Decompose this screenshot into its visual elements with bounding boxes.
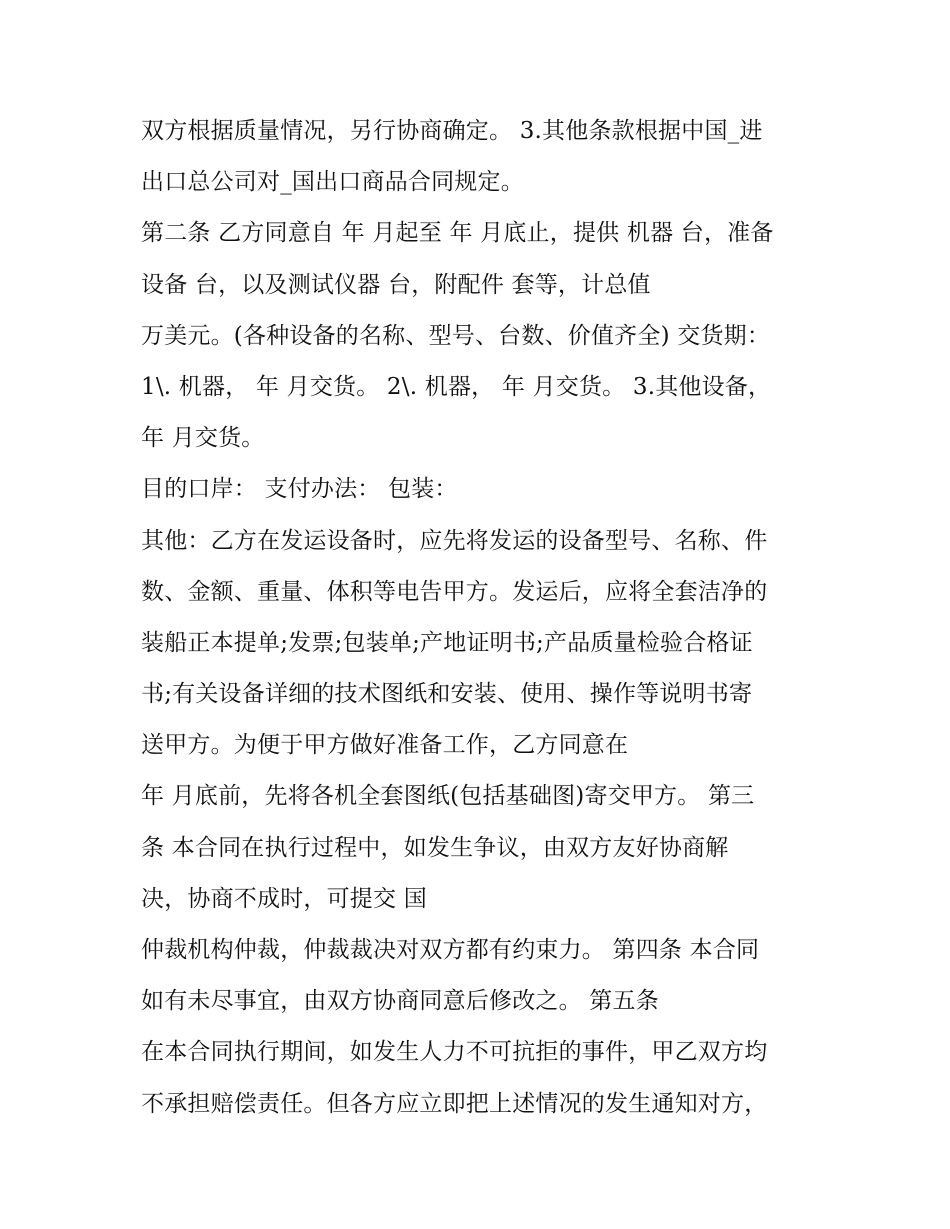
text-line: 出口总公司对_国出口商品合同规定。	[141, 169, 524, 196]
text-line: 条 本合同在执行过程中，如发生争议，由双方友好协商解	[141, 834, 729, 861]
contract-text	[141, 106, 841, 1130]
text-line: 书;有关设备详细的技术图纸和安装、使用、操作等说明书寄	[141, 681, 753, 708]
text-line: 年 月交货。	[141, 425, 265, 452]
text-line: 数、金额、重量、体积等电告甲方。发运后，应将全套洁净的	[141, 578, 768, 605]
text-line: 送甲方。为便于甲方做好准备工作，乙方同意在	[141, 732, 629, 759]
text-line: 其他：乙方在发运设备时，应先将发运的设备型号、名称、件	[141, 527, 768, 554]
text-line: 装船正本提单;发票;包装单;产地证明书;产品质量检验合格证	[141, 629, 753, 656]
text-line: 仲裁机构仲裁，仲裁裁决对双方都有约束力。 第四条 本合同	[141, 937, 760, 963]
text-line: 年 月底前，先将各机全套图纸(包括基础图)寄交甲方。 第三	[141, 783, 755, 810]
text-line: 万美元。(各种设备的名称、型号、台数、价值齐全) 交货期：	[141, 322, 771, 349]
text-line: 双方根据质量情况，另行协商确定。 3.其他条款根据中国_进	[141, 118, 763, 144]
text-line: 目的口岸： 支付办法： 包装：	[141, 476, 458, 503]
text-line: 决，协商不成时，可提交 国	[141, 885, 427, 912]
text-line: 设备 台，以及测试仪器 台，附配件 套等，计总值	[141, 271, 651, 298]
text-line: 在本合同执行期间，如发生人力不可抗拒的事件，甲乙双方均	[141, 1039, 768, 1066]
text-line: 第二条 乙方同意自 年 月起至 年 月底止，提供 机器 台，准备	[141, 220, 774, 247]
text-line: 1\. 机器， 年 月交货。 2\. 机器， 年 月交货。 3.其他设备，	[141, 373, 772, 400]
text-line: 不承担赔偿责任。但各方应立即把上述情况的发生通知对方，	[141, 1090, 768, 1117]
text-line: 如有未尽事宜，由双方协商同意后修改之。 第五条	[141, 988, 659, 1015]
